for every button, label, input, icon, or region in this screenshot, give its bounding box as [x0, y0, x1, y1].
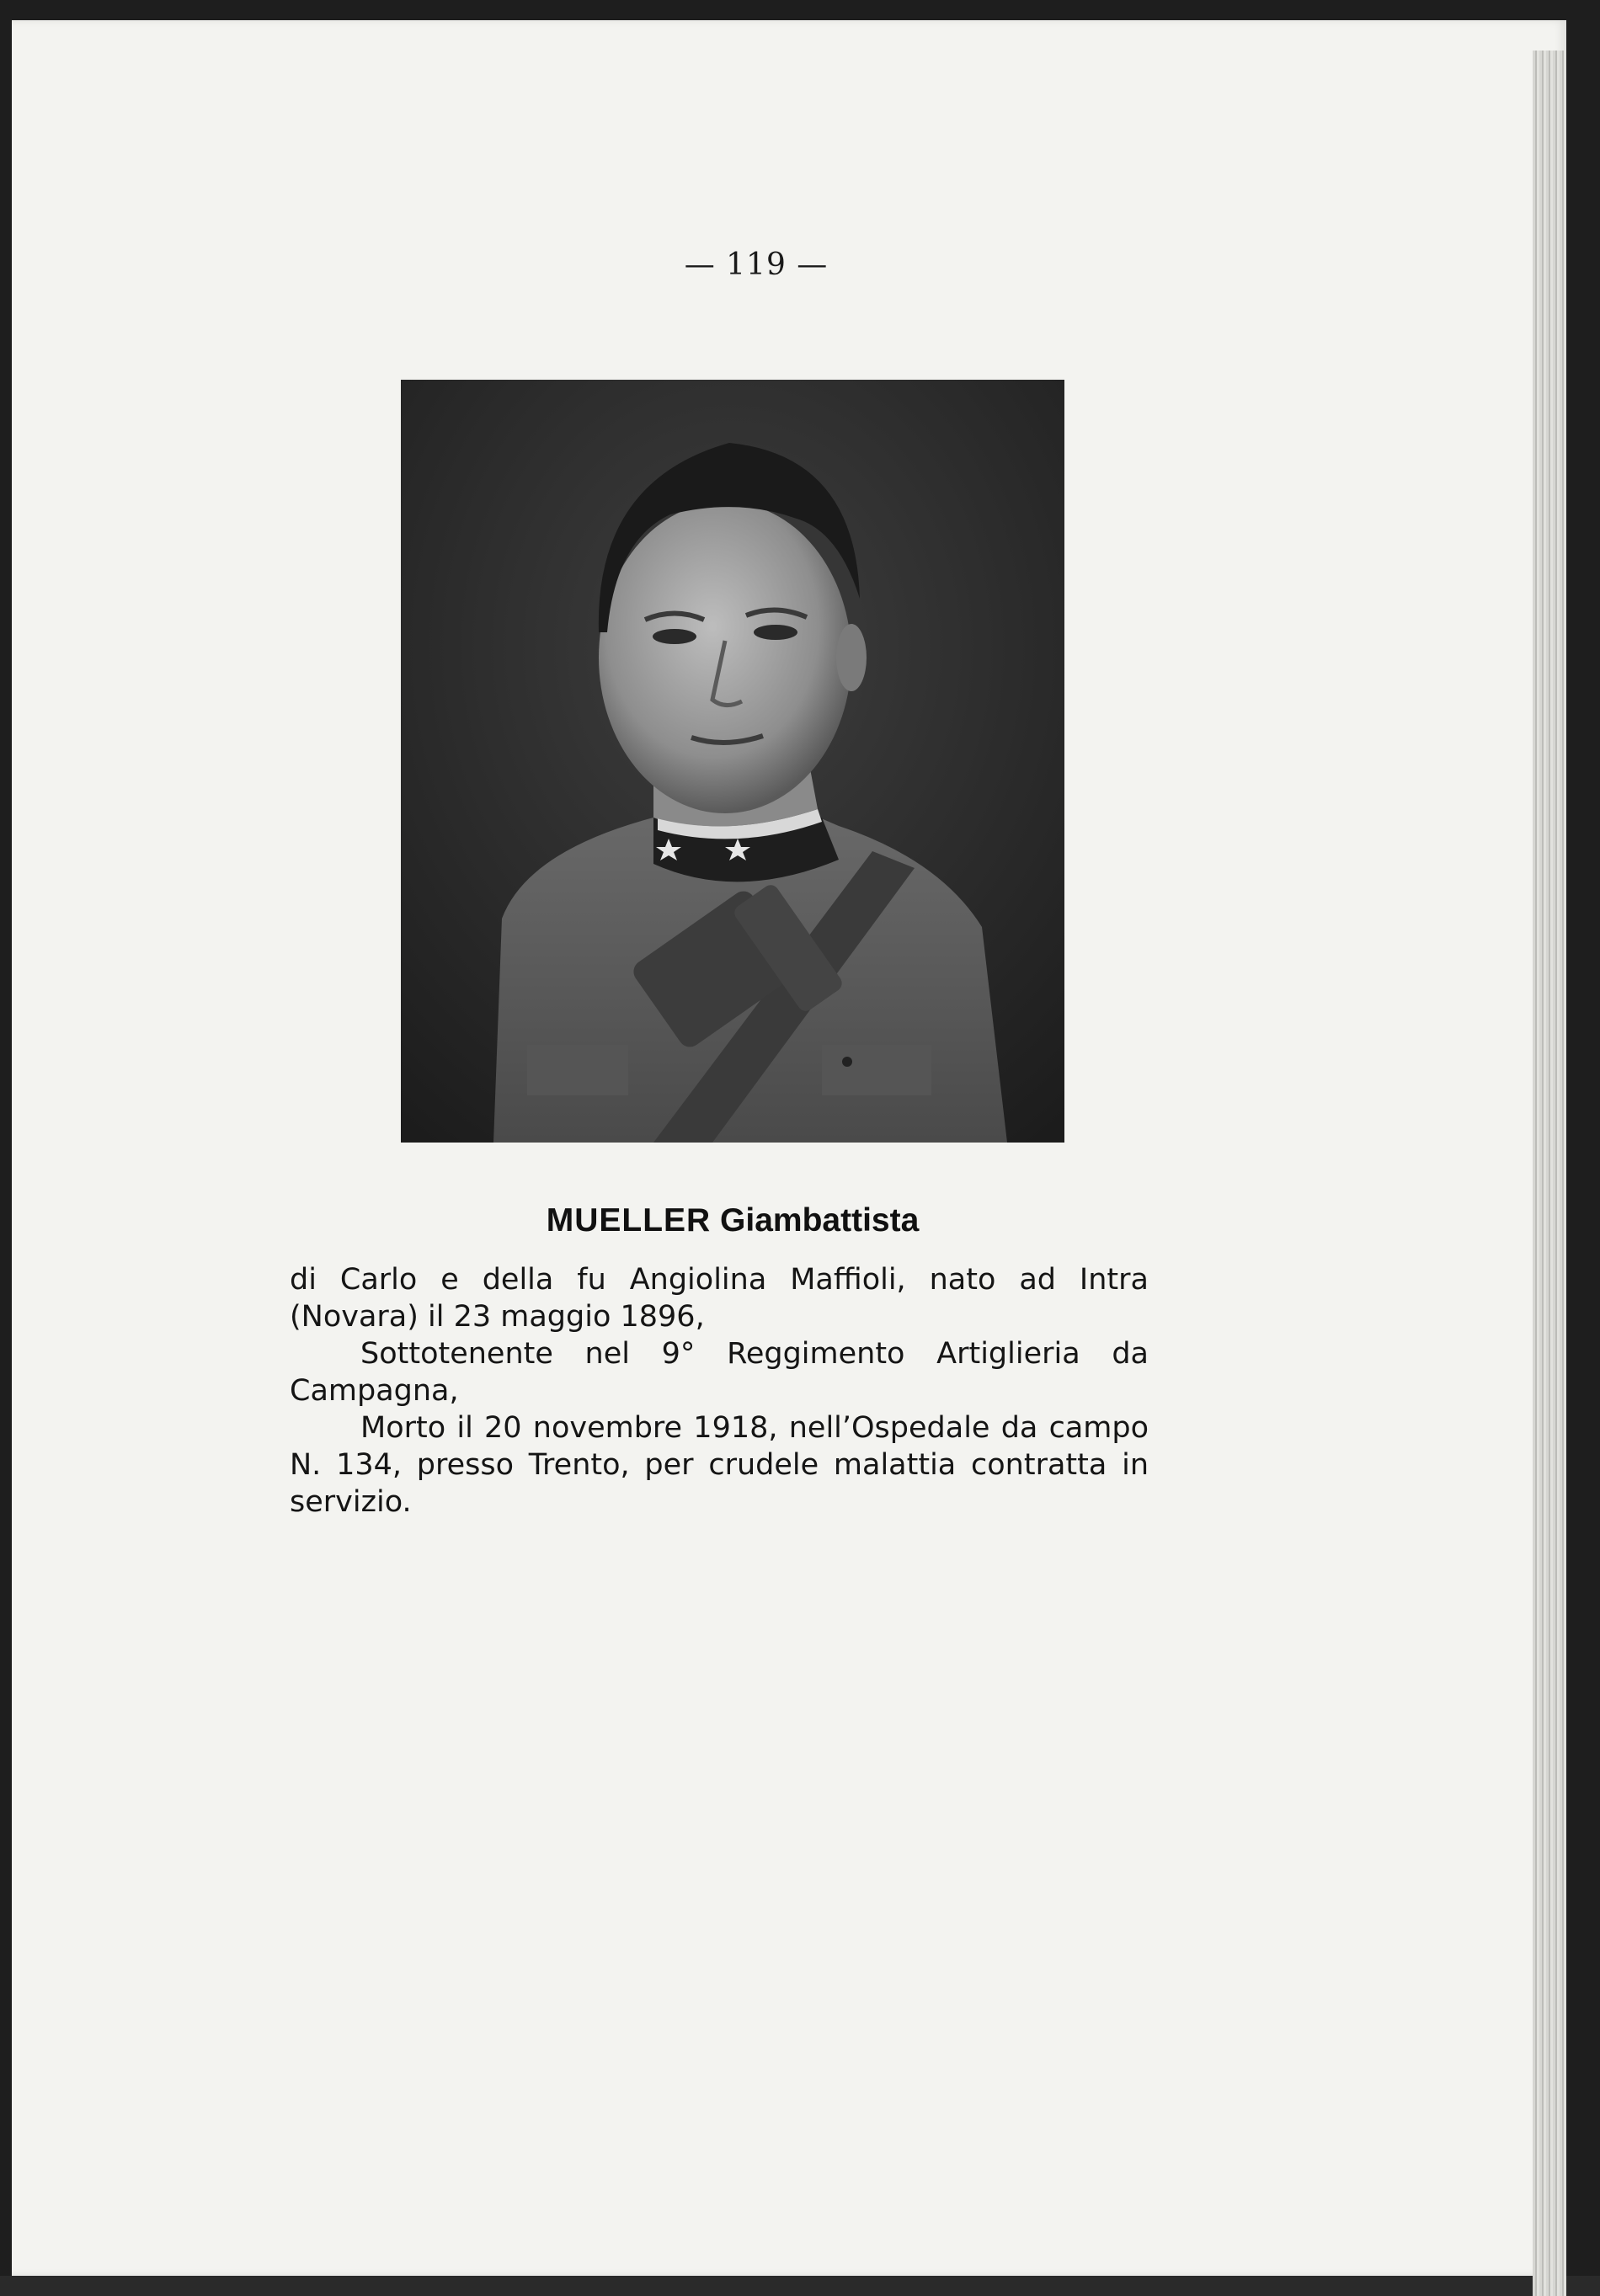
given-name: Giambattista — [720, 1202, 920, 1239]
portrait-image — [401, 380, 1064, 1143]
bio-paragraph: di Carlo e della fu Angiolina Maffioli, nato ad Intra (Novara) il 23 maggio 1896, — [290, 1263, 1149, 1334]
page-edge — [1533, 51, 1566, 2296]
portrait-photo — [401, 380, 1064, 1143]
name-heading — [12, 1202, 1453, 1239]
biography — [290, 1261, 1149, 1521]
page-number: — 119 — — [684, 248, 829, 282]
bio-paragraph: Morto il 20 novembre 1918, nell’Ospedale da campo N. 134, presso Trento, per crudele malattia contratta in servizio. — [290, 1411, 1149, 1519]
surname: MUELLER — [546, 1202, 712, 1239]
book-page — [12, 20, 1566, 2276]
bio-paragraph: Sottotenente nel 9° Reggimento Artiglieria da Campagna, — [290, 1337, 1149, 1408]
